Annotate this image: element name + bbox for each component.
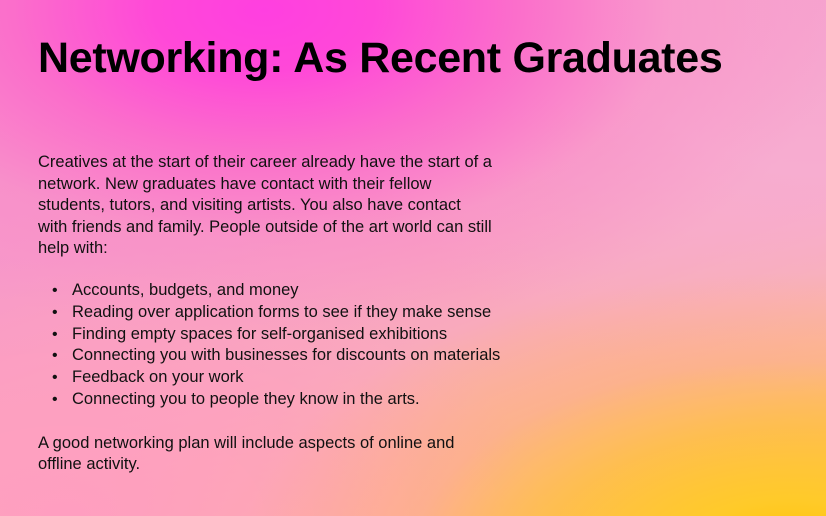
- intro-line: help with:: [38, 239, 108, 258]
- page-title: Networking: As Recent Graduates: [38, 34, 723, 82]
- closing-line: offline activity.: [38, 455, 141, 474]
- list-item: [38, 367, 538, 389]
- list-item: [38, 302, 538, 324]
- intro-line: students, tutors, and visiting artists. You also have contact: [38, 196, 461, 215]
- list-item: [38, 324, 538, 346]
- bullet-marker-icon: •: [52, 325, 58, 343]
- bullet-marker-icon: •: [52, 390, 58, 408]
- intro-line: network. New graduates have contact with their fellow: [38, 174, 432, 193]
- list-item-label: Connecting you with businesses for discounts on materials: [72, 346, 501, 365]
- slide-body: [38, 152, 538, 476]
- list-item-label: Connecting you to people they know in the arts.: [72, 389, 420, 408]
- intro-line: Creatives at the start of their career already have the start of a: [38, 153, 492, 171]
- intro-line: with friends and family. People outside of the art world can still: [38, 217, 492, 236]
- bullet-marker-icon: •: [52, 281, 58, 299]
- list-item-label: Finding empty spaces for self-organised exhibitions: [72, 324, 448, 343]
- list-item-label: Feedback on your work: [72, 368, 244, 387]
- list-item: [38, 280, 538, 302]
- bullet-list: [38, 280, 538, 411]
- bullet-marker-icon: •: [52, 369, 58, 387]
- closing-line: A good networking plan will include aspects of online and: [38, 433, 455, 452]
- intro-paragraph: [38, 152, 538, 260]
- closing-paragraph: [38, 433, 538, 476]
- bullet-marker-icon: •: [52, 303, 58, 321]
- list-item-label: Accounts, budgets, and money: [72, 280, 299, 299]
- list-item-label: Reading over application forms to see if they make sense: [72, 302, 492, 321]
- list-item: [38, 389, 538, 411]
- list-item: [38, 345, 538, 367]
- bullet-marker-icon: •: [52, 347, 58, 365]
